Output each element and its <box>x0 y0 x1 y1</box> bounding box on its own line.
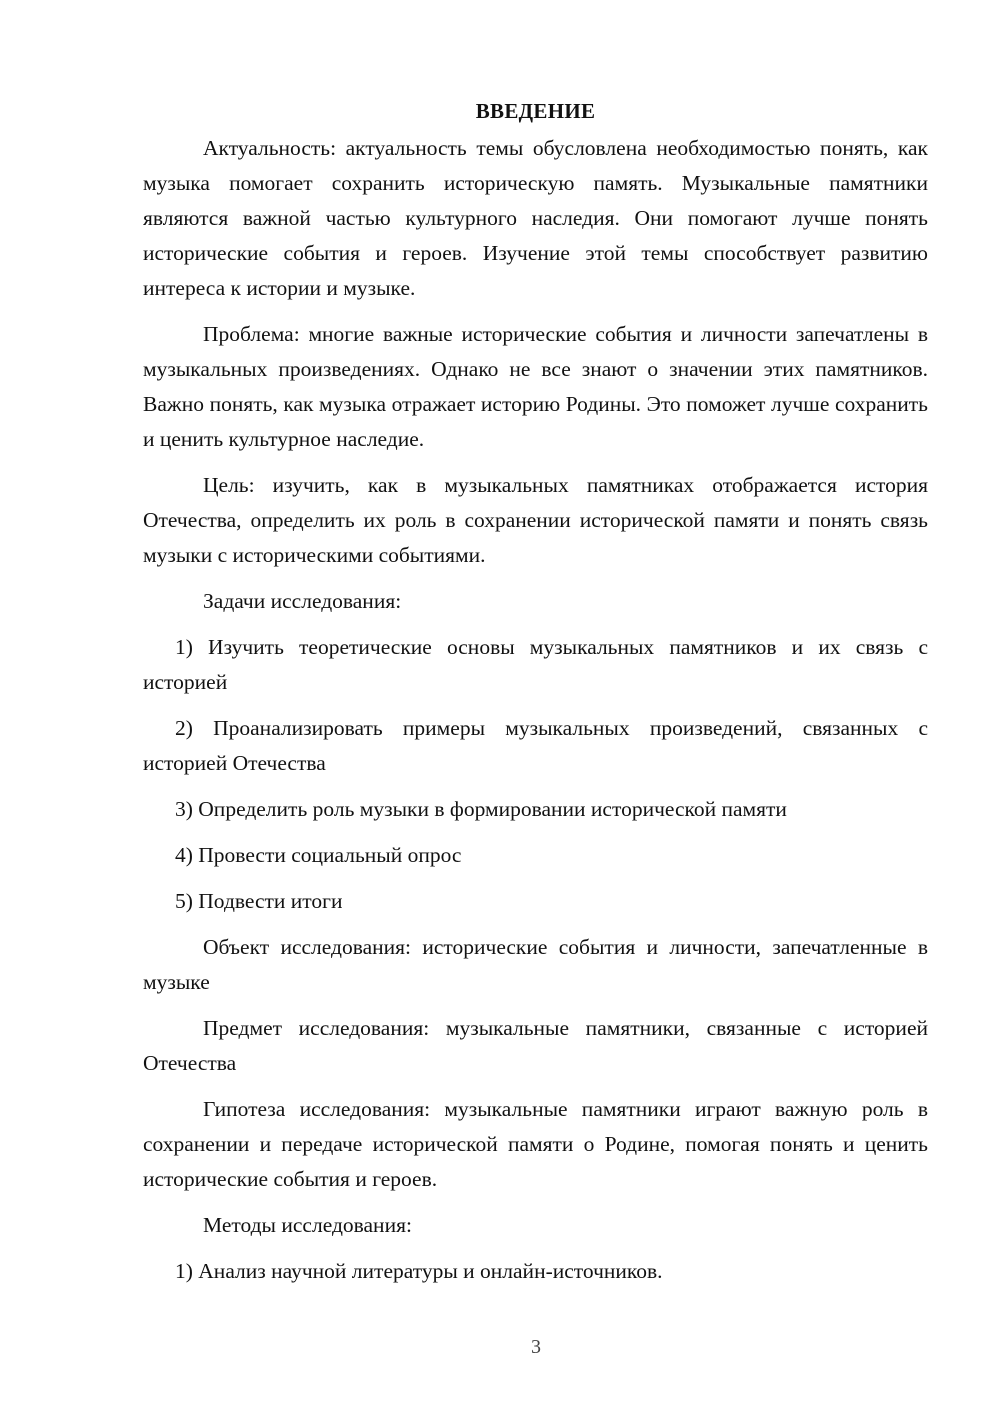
task-item-1: 1) Изучить теоретические основы музыкальных памятников и их связь с историей <box>143 635 928 694</box>
paragraph-tasks-heading: Задачи исследования: <box>203 589 402 613</box>
task-item-3: 3) Определить роль музыки в формировании исторической памяти <box>175 797 787 821</box>
paragraph-problem: Проблема: многие важные исторические события и личности запечатлены в музыкальных произведениях. Однако не все знают о значении этих памятников. Важно понять, как музыка отражает историю Родины. Это поможет лучше сохранить и ценить культурное наследие. <box>143 322 928 451</box>
task-item-2: 2) Проанализировать примеры музыкальных произведений, связанных с историей Отечества <box>143 716 928 775</box>
method-item-1: 1) Анализ научной литературы и онлайн-источников. <box>175 1259 663 1283</box>
paragraph-relevance: Актуальность: актуальность темы обусловлена необходимостью понять, как музыка помогает сохранить историческую память. Музыкальные памятники являются важной частью культурного наследия. Они помогают лучше понять исторические события и героев. Изучение этой темы способствует развитию интереса к истории и музыке. <box>143 136 928 300</box>
section-title: ВВЕДЕНИЕ <box>475 99 596 123</box>
paragraph-hypothesis: Гипотеза исследования: музыкальные памятники играют важную роль в сохранении и передаче исторической памяти о Родине, помогая понять и ценить исторические события и героев. <box>143 1097 928 1191</box>
document-body <box>143 96 928 1300</box>
page-number: 3 <box>531 1336 541 1358</box>
task-item-4: 4) Провести социальный опрос <box>175 843 462 867</box>
task-item-5: 5) Подвести итоги <box>175 889 343 913</box>
paragraph-goal: Цель: изучить, как в музыкальных памятниках отображается история Отечества, определить их роль в сохранении исторической памяти и понять связь музыки с историческими событиями. <box>143 473 928 567</box>
paragraph-methods-heading: Методы исследования: <box>203 1213 412 1237</box>
paragraph-object: Объект исследования: исторические события и личности, запечатленные в музыке <box>143 935 928 994</box>
paragraph-subject: Предмет исследования: музыкальные памятники, связанные с историей Отечества <box>143 1016 928 1075</box>
